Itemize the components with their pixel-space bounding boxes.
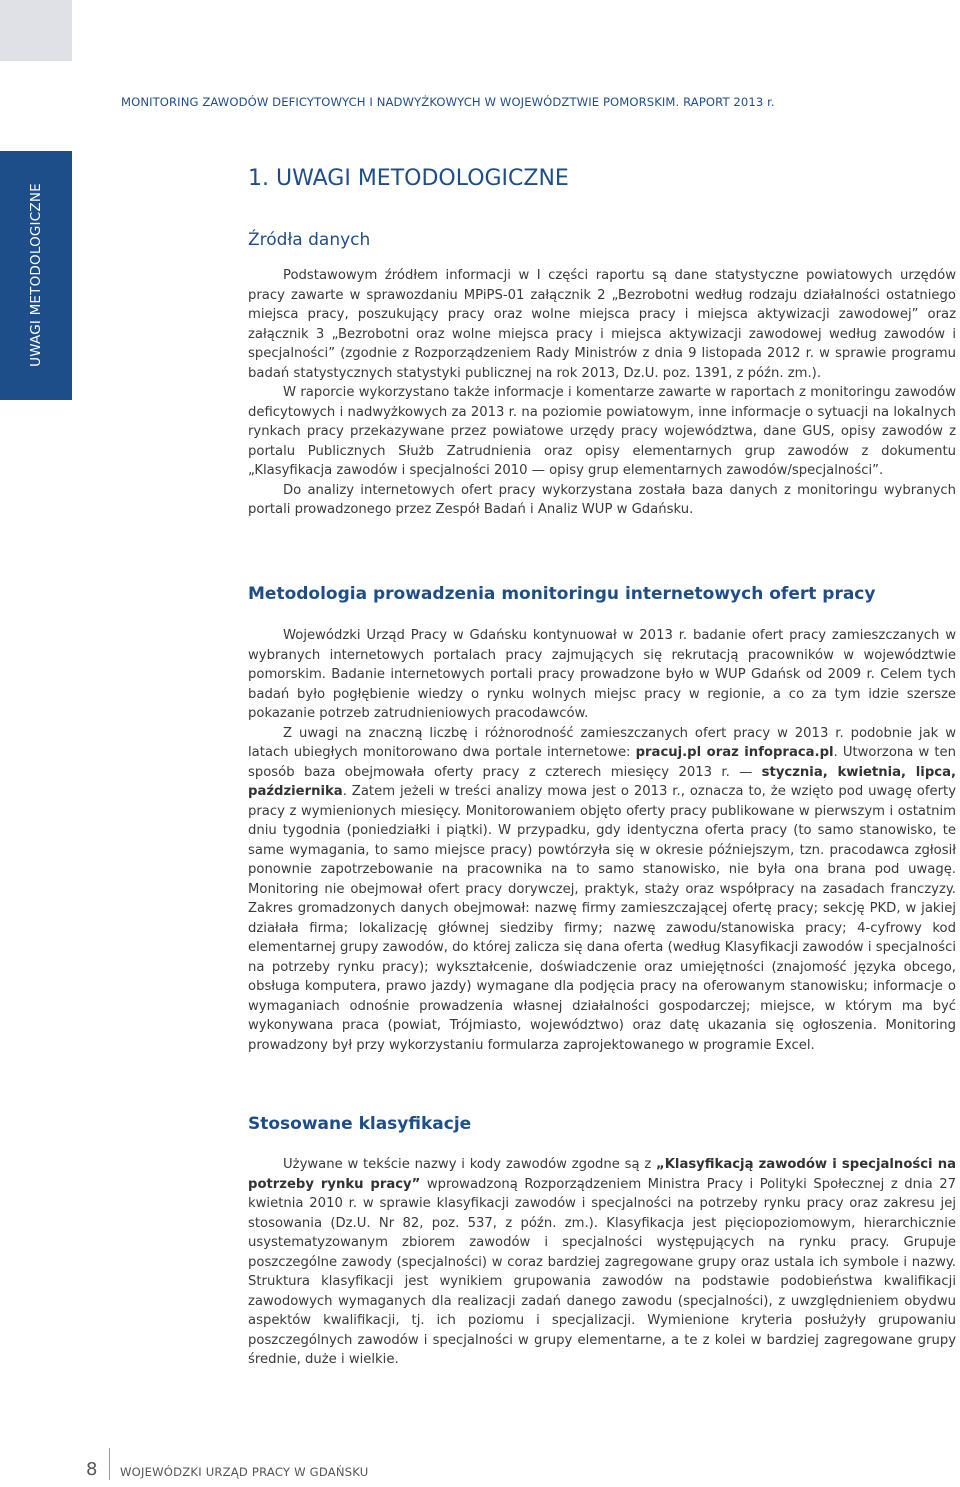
section-body-classifications [248, 1155, 956, 1370]
paragraph [248, 481, 956, 520]
footer-label: WOJEWÓDZKI URZĄD PRACY W GDAŃSKU [120, 1465, 369, 1479]
paragraph-text: . Zatem jeżeli w treści analizy mowa jest o 2013 r., oznacza to, że wzięto pod uwagę oferty pracy z wymienionych miesięcy. Monitorowaniem objęto oferty pracy publikowane w pierwszym i ostatnim dniu tygodnia (poniedziałki i piątki). W przypadku, gdy identyczna oferta pracy (to samo stanowisko, te same wymagania, to samo miejsce pracy) powtórzyła się w okresie późniejszym, tzn. pracodawca zgłosił ponownie zapotrzebowanie na pracownika na to samo stanowisko, nie była ona brana pod uwagę. Monitoring nie obejmował ofert pracy dorywczej, praktyk, staży oraz współpracy na zasadach franczyzy. Zakres gromadzonych danych obejmował: nazwę firmy zamieszczającej ofertę pracy; sekcję PKD, w jakiej działała firma; lokalizację głównej siedziby firmy; nazwę zawodu/stanowiska pracy; 4-cyfrowy kod elementarnej grupy zawodów, do której zalicza się dana oferta (według Klasyfikacji zawodów i specjalności na potrzeby rynku pracy); wykształcenie, doświadczenie oraz umiejętności (znajomość języka obcego, obsługa komputera, prawo jazdy) wymagane dla podjęcia pracy na oferowanym stanowisku; informacje o wymaganiach odnośnie prowadzenia własnej działalności gospodarczej; miejsce, w którym ma być wykonywana praca (powiat, Trójmiasto, województwo) oraz datę ukazania się ogłoszenia. Monitoring prowadzony był przy wykorzystaniu formularza zaprojektowanego w programie Excel. [248, 784, 956, 1053]
section-title-classifications: Stosowane klasyfikacje [248, 1114, 472, 1134]
section-title-sources: Źródła danych [248, 230, 371, 250]
section-body-methodology [248, 626, 956, 1055]
section-body-sources [248, 266, 956, 520]
paragraph [248, 383, 956, 481]
emphasis-text: pracuj.pl oraz infopraca.pl [635, 745, 834, 760]
emphasis-text: stycznia, kwietnia, lipca, października [248, 764, 956, 799]
chapter-title: 1. UWAGI METODOLOGICZNE [248, 166, 569, 191]
paragraph-text: Podstawowym źródłem informacji w I części raportu są dane statystyczne powiatowych urzędów pracy zawarte w sprawozdaniu MPiPS-01 załącznik 2 „Bezrobotni według rodzaju działalności ostatniego miejsca pracy, poszukujący pracy oraz wolne miejsca pracy i miejsca aktywizacji zawodowej” oraz załącznik 3 „Bezrobotni oraz wolne miejsca pracy i miejsca aktywizacji zawodowej według zawodów i specjalności” (zgodnie z Rozporządzeniem Rady Ministrów z dnia 9 listopada 2012 r. w sprawie programu badań statystycznych statystyki publicznej na rok 2013, Dz.U. poz. 1391, z późn. zm.). [248, 268, 956, 381]
page-number: 8 [86, 1459, 98, 1480]
paragraph-text: Używane w tekście nazwy i kody zawodów zgodne są z [283, 1157, 657, 1172]
paragraph-text: . Utworzona w ten sposób baza obejmowała oferty pracy z czterech miesięcy 2013 r. — [248, 745, 956, 780]
emphasis-text: „Klasyfikacją zawodów i specjalności na potrzeby rynku pracy” [248, 1157, 956, 1192]
paragraph-text: wprowadzoną Rozporządzeniem Ministra Pracy i Polityki Społecznej z dnia 27 kwietnia 2010 r. w sprawie klasyfikacji zawodów i specjalności na potrzeby rynku pracy oraz zakresu jej stosowania (Dz.U. Nr 82, poz. 537, z późn. zm.). Klasyfikacja jest pięciopoziomowym, hierarchicznie usystematyzowanym zbiorem zawodów i specjalności występujących na rynku pracy. Grupuje poszczególne zawody (specjalności) w coraz bardziej zagregowane grupy oraz ustala ich symbole i nazwy. Struktura klasyfikacji jest wynikiem grupowania zawodów na podstawie podobieństwa kwalifikacji zawodowych wymaganych dla realizacji zadań danego zawodu (specjalności), z uwzględnieniem obydwu aspektów kwalifikacji, tj. ich poziomu i specjalizacji. Wymienione kryteria posłużyły grupowaniu poszczególnych zawodów i specjalności w grupy elementarne, a te z kolei w bardziej zagregowane grupy średnie, duże i wielkie. [248, 1176, 956, 1367]
section-title-methodology: Metodologia prowadzenia monitoringu internetowych ofert pracy [248, 584, 876, 604]
paragraph-text: Z uwagi na znaczną liczbę i różnorodność zamieszczanych ofert pracy w 2013 r. podobnie jak w latach ubiegłych monitorowano dwa portale internetowe: [248, 725, 956, 760]
paragraph [248, 1155, 956, 1370]
paragraph [248, 724, 956, 1056]
paragraph-text: Do analizy internetowych ofert pracy wykorzystana została baza danych z monitoringu wybranych portali prowadzonego przez Zespół Badań i Analiz WUP w Gdańsku. [248, 482, 956, 517]
side-tab-top [0, 0, 72, 61]
paragraph-text: W raporcie wykorzystano także informacje i komentarze zawarte w raportach z monitoringu zawodów deficytowych i nadwyżkowych za 2013 r. na poziomie powiatowym, inne informacje o sytuacji na lokalnych rynkach pracy przekazywane przez powiatowe urzędy pracy województwa, dane GUS, opisy zawodów z portalu Publicznych Służb Zatrudnienia oraz opisy elementarnych grup zawodów z dokumentu „Klasyfikacja zawodów i specjalności 2010 — opisy grup elementarnych zawodów/specjalności”. [248, 385, 956, 478]
footer-divider [109, 1448, 110, 1480]
paragraph [248, 626, 956, 724]
paragraph [248, 266, 956, 383]
paragraph-text: Wojewódzki Urząd Pracy w Gdańsku kontynuował w 2013 r. badanie ofert pracy zamieszczanych w wybranych internetowych portalach pracy zajmujących się rekrutacją pracowników w województwie pomorskim. Badanie internetowych portali pracy prowadzone było w WUP Gdańsk od 2009 r. Celem tych badań było pogłębienie wiedzy o rynku wolnych miejsc pracy w regionie, a co za tym idzie szersze pokazanie potrzeb zatrudnieniowych pracodawców. [248, 628, 956, 721]
side-tab-label: UWAGI METODOLOGICZNE [28, 183, 44, 367]
running-head: MONITORING ZAWODÓW DEFICYTOWYCH I NADWYŻKOWYCH W WOJEWÓDZTWIE POMORSKIM. RAPORT 2013 r. [121, 95, 775, 109]
